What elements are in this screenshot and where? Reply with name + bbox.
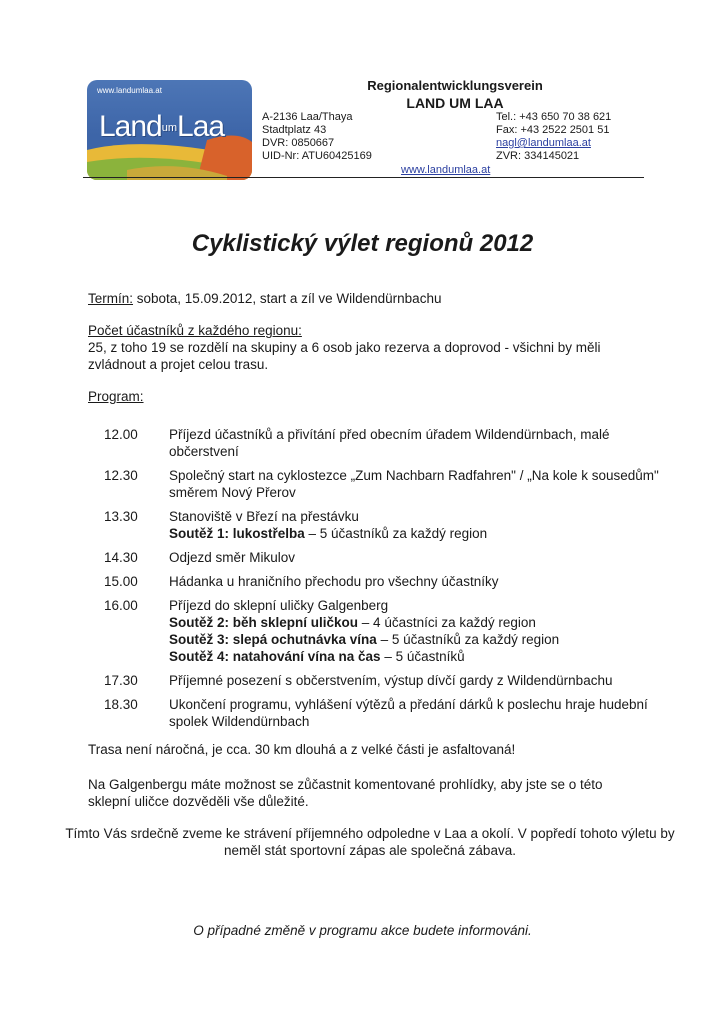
- contest-line: [169, 614, 664, 631]
- email-link[interactable]: nagl@landumlaa.at: [496, 137, 591, 149]
- schedule-desc: Hádanka u hraničního přechodu pro všechny účastníky: [169, 574, 499, 589]
- contest-detail: – 5 účastníků za každý region: [376, 632, 560, 647]
- logo-word-laa: Laa: [177, 110, 225, 143]
- schedule-time: 17.30: [104, 673, 138, 688]
- contest-line: [169, 525, 664, 542]
- program-label: Program:: [88, 389, 144, 404]
- schedule-row: [104, 597, 664, 665]
- schedule-row: [104, 467, 664, 501]
- galgenberg-paragraph: Na Galgenbergu máte možnost se zůčastnit komentované prohlídky, aby jste se o této sklepní uličce dozvěděli vše důležité.: [88, 777, 603, 809]
- schedule-row: [104, 426, 664, 460]
- logo-url: www.landumlaa.at: [97, 86, 162, 95]
- schedule-row: [104, 549, 664, 566]
- contest-detail: – 5 účastníků: [380, 649, 465, 664]
- address-right: [496, 111, 611, 163]
- termin-label: Termín:: [88, 291, 134, 306]
- landumlaa-logo: [87, 80, 252, 180]
- contest-name: Soutěž 1: lukostřelba: [169, 526, 305, 541]
- address-line: A-2136 Laa/Thaya: [262, 111, 353, 123]
- address-left: [262, 111, 372, 163]
- contest-line: [169, 648, 664, 665]
- document-title: Cyklistický výlet regionů 2012: [191, 230, 534, 257]
- schedule-row: [104, 672, 664, 689]
- uid-line: UID-Nr: ATU60425169: [262, 150, 372, 162]
- invitation-paragraph: Tímto Vás srdečně zveme ke strávení příjemného odpoledne v Laa a okolí. V popředí tohoto výletu by neměl stát sportovní zápas ale společná zábava.: [65, 826, 675, 858]
- org-name-line1: Regionalentwicklungsverein: [367, 78, 543, 93]
- contest-name: Soutěž 3: slepá ochutnávka vína: [169, 632, 377, 647]
- pocet-paragraph: [88, 322, 648, 373]
- schedule-row: [104, 696, 664, 730]
- schedule-row: [104, 573, 664, 590]
- contest-detail: – 4 účastníci za každý region: [358, 615, 536, 630]
- logo-wordmark: [99, 110, 224, 144]
- website-link[interactable]: www.landumlaa.at: [401, 164, 491, 176]
- schedule-desc: [169, 597, 664, 665]
- schedule-time: 12.30: [104, 468, 138, 483]
- dvr-line: DVR: 0850667: [262, 137, 335, 149]
- logo-word-land: Land: [99, 110, 162, 143]
- fax-line: Fax: +43 2522 2501 51: [496, 124, 610, 136]
- schedule-desc: Společný start na cyklostezce „Zum Nachbarn Radfahren" / „Na kole k sousedům" směrem Nový Přerov: [169, 468, 659, 500]
- schedule-time: 15.00: [104, 574, 138, 589]
- schedule-desc: [169, 508, 664, 542]
- route-paragraph: Trasa není náročná, je cca. 30 km dlouhá a z velké části je asfaltovaná!: [88, 742, 516, 757]
- tel-line: Tel.: +43 650 70 38 621: [496, 111, 612, 123]
- schedule-line: Příjezd do sklepní uličky Galgenberg: [169, 598, 389, 613]
- termin-text: sobota, 15.09.2012, start a zíl ve Wildendürnbachu: [133, 291, 442, 306]
- logo-word-um: um: [161, 122, 178, 135]
- contest-detail: – 5 účastníků za každý region: [304, 526, 488, 541]
- schedule-time: 14.30: [104, 550, 138, 565]
- pocet-text: 25, z toho 19 se rozdělí na skupiny a 6 osob jako rezerva a doprovod - všichni by měli zvládnout a projet celou trasu.: [88, 340, 601, 372]
- schedule-line: Stanoviště v Březí na přestávku: [169, 509, 359, 524]
- schedule-time: 16.00: [104, 598, 138, 613]
- change-notice: O případné změně v programu akce budete informováni.: [193, 923, 532, 938]
- org-name-line2: LAND UM LAA: [406, 95, 504, 111]
- contest-name: Soutěž 2: běh sklepní uličkou: [169, 615, 359, 630]
- termin-paragraph: [88, 290, 441, 307]
- schedule-desc: Odjezd směr Mikulov: [169, 550, 296, 565]
- schedule-time: 12.00: [104, 427, 138, 442]
- schedule-desc: Příjemné posezení s občerstvením, výstup dívčí gardy z Wildendürnbachu: [169, 673, 613, 688]
- schedule-time: 18.30: [104, 697, 138, 712]
- program-schedule: [104, 426, 664, 737]
- pocet-label: Počet účastníků z každého regionu:: [88, 323, 302, 338]
- schedule-time: 13.30: [104, 509, 138, 524]
- schedule-desc: Ukončení programu, vyhlášení výtězů a předání dárků k poslechu hraje hudební spolek Wildendürnbach: [169, 697, 648, 729]
- schedule-row: [104, 508, 664, 542]
- address-line: Stadtplatz 43: [262, 124, 327, 136]
- contest-line: [169, 631, 664, 648]
- schedule-desc: Příjezd účastníků a přivítání před obecním úřadem Wildendürnbach, malé občerstvení: [169, 427, 610, 459]
- contest-name: Soutěž 4: natahování vína na čas: [169, 649, 381, 664]
- header-divider: [83, 177, 644, 178]
- zvr-line: ZVR: 334145021: [496, 150, 580, 162]
